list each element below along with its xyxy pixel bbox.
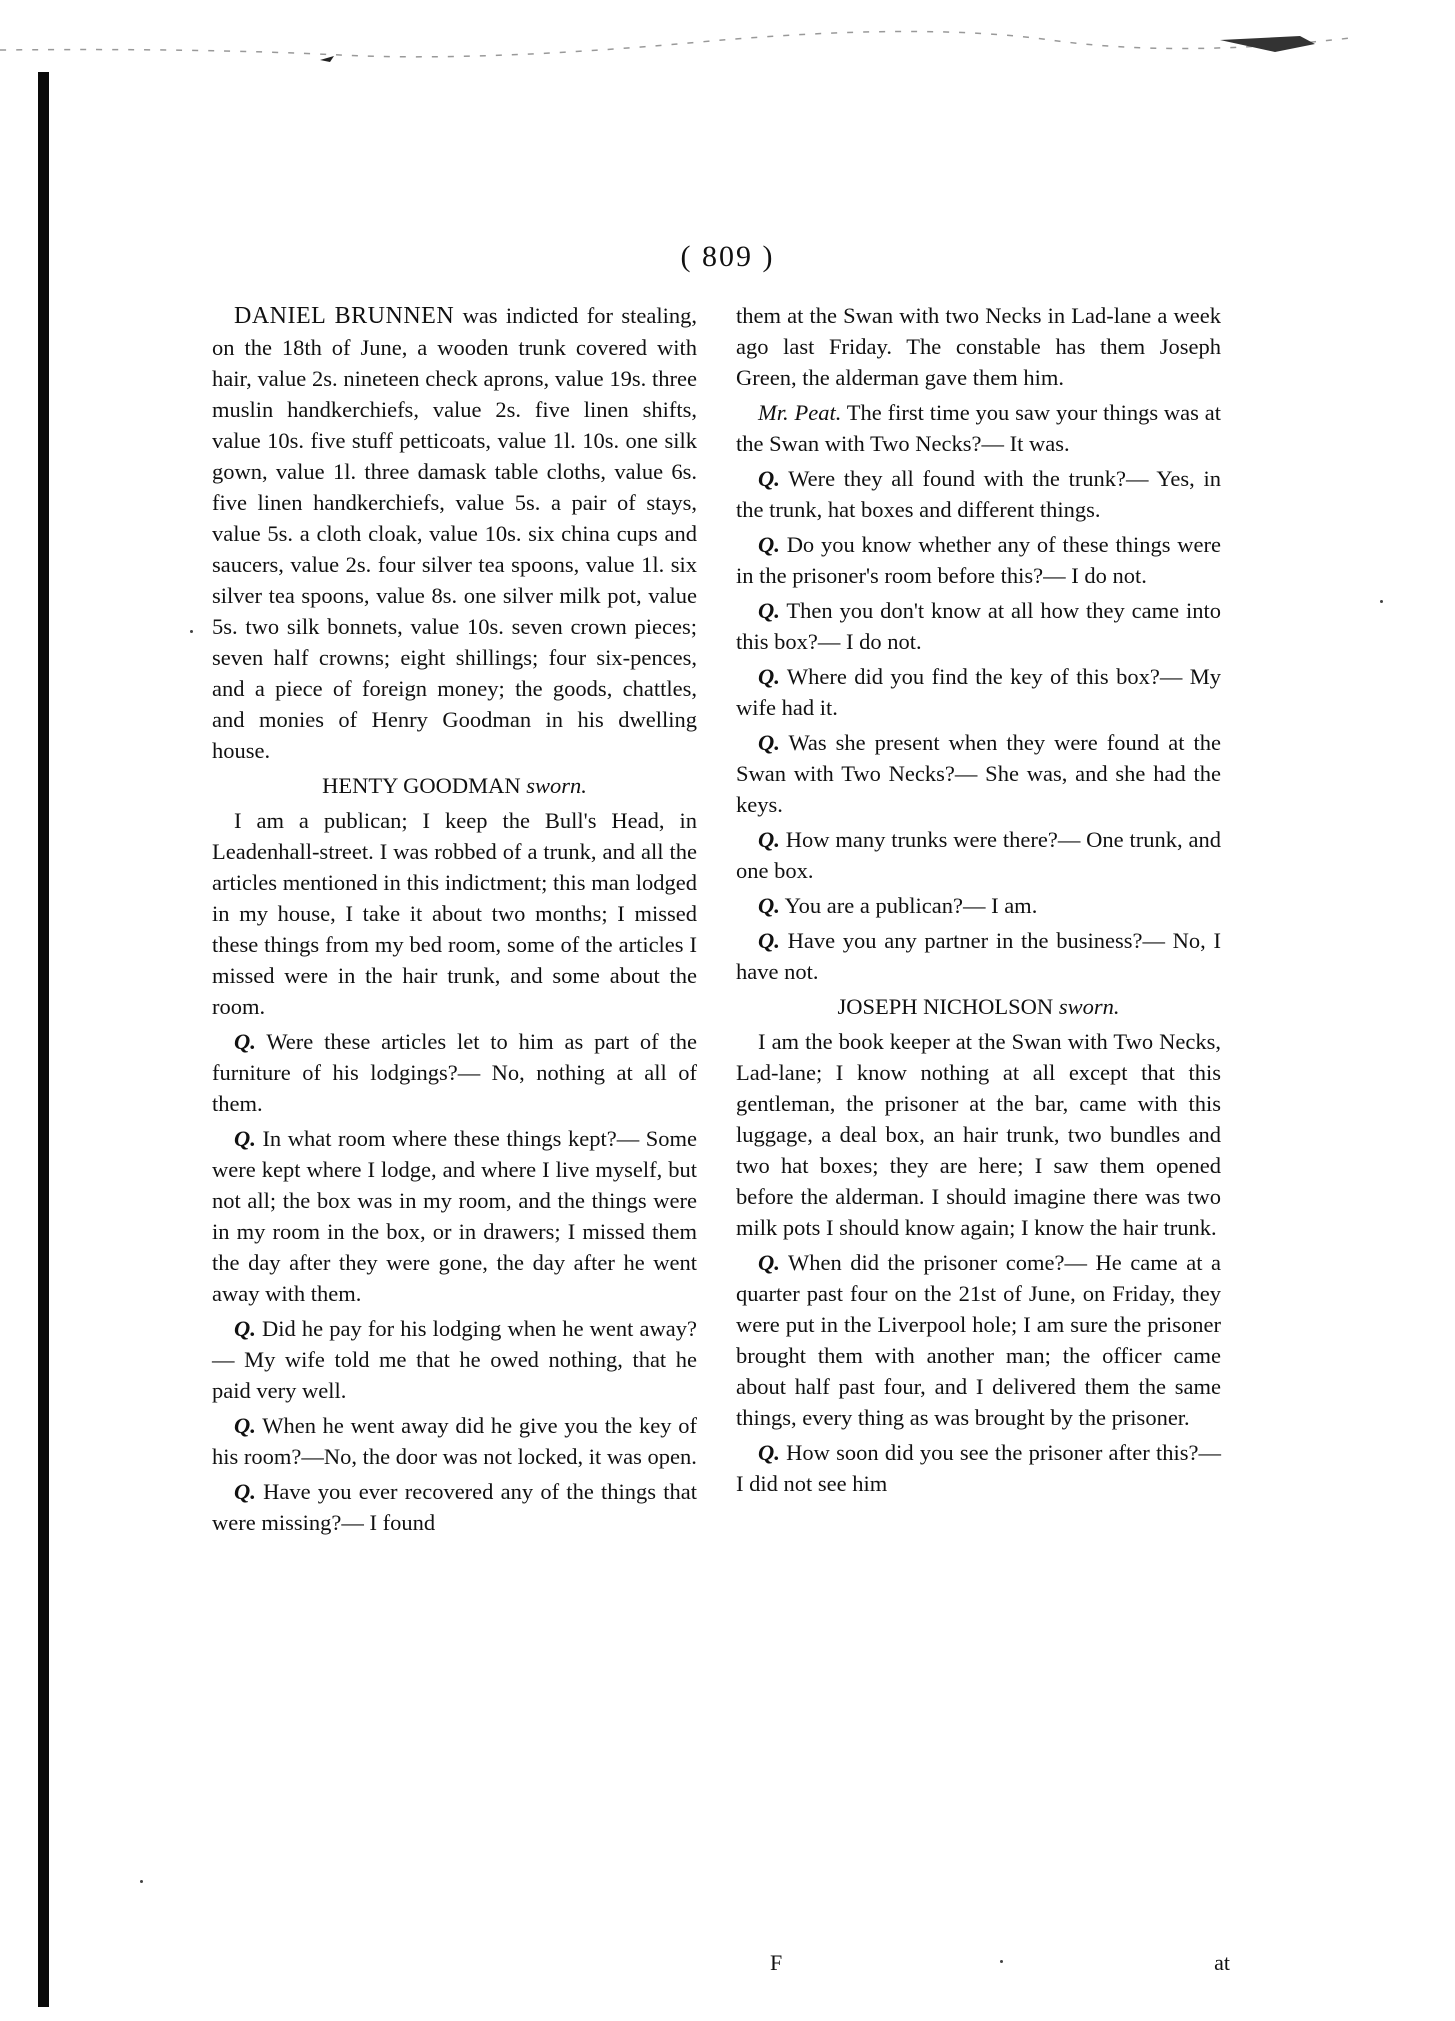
question-paragraph	[212, 1026, 697, 1119]
question-paragraph	[212, 1123, 697, 1309]
catchword: at	[1214, 1950, 1230, 1975]
question-mark-q: Q.	[234, 1029, 256, 1054]
question-paragraph	[736, 529, 1221, 591]
question-mark-q: Q.	[234, 1316, 256, 1341]
ink-speck	[140, 1880, 143, 1883]
question-paragraph	[736, 727, 1221, 820]
question-paragraph	[212, 1313, 697, 1406]
question-paragraph	[736, 824, 1221, 886]
question-mark-q: Q.	[758, 532, 780, 557]
paragraph-text: How soon did you see the prisoner after this?— I did not see him	[736, 1440, 1222, 1496]
continued-paragraph	[736, 300, 1221, 393]
question-paragraph	[736, 890, 1221, 921]
paragraph-text: The first time you saw your things was at the Swan with Two Necks?— It was.	[736, 400, 1221, 456]
question-paragraph	[212, 1410, 697, 1472]
paragraph-text: was indicted for stealing, on the 18th of June, a wooden trunk covered with hair, value 2s. nineteen check aprons, value 19s. three muslin handkerchiefs, value 2s. five linen shifts, value 10s. five stuff petticoats, value 1l. 10s. one silk gown, value 1l. three damask table cloths, value 6s. five linen handkerchiefs, value 5s. a pair of stays, value 5s. a cloth cloak, value 10s. six china cups and saucers, value 2s. four silver tea spoons, value 1l. six silver tea spoons, value 8s. one silver milk pot, value 5s. two silk bonnets, value 10s. seven crown pieces; seven half crowns; eight shillings; four six-pences, and a piece of foreign money; the goods, chattles, and monies of Henry Goodman in his dwelling house.	[212, 303, 698, 763]
right-column	[736, 300, 1221, 1503]
witness-name: HENTY GOODMAN	[322, 773, 521, 798]
defendant-name: DANIEL BRUNNEN	[234, 303, 455, 329]
question-mark-q: Q.	[234, 1126, 256, 1151]
question-paragraph	[736, 925, 1221, 987]
witness-name: JOSEPH NICHOLSON	[837, 994, 1054, 1019]
paragraph-text: In what room where these things kept?— Some were kept where I lodge, and where I live myself, but not all; the box was in my room, and the things were in my room in the box, or in drawers; I missed them the day after they were gone, the day after he went away with them.	[212, 1126, 697, 1306]
binding-edge	[38, 72, 49, 2007]
question-mark-q: Q.	[758, 1250, 780, 1275]
ink-speck	[190, 630, 193, 633]
counsel-paragraph	[736, 397, 1221, 459]
left-column	[212, 300, 697, 1542]
paragraph-text: Have you any partner in the business?— No, I have not.	[736, 928, 1221, 984]
ink-speck	[1380, 600, 1383, 603]
question-mark-q: Q.	[758, 730, 780, 755]
paragraph-text: How many trunks were there?— One trunk, and one box.	[736, 827, 1221, 883]
top-edge-noise	[0, 30, 1455, 80]
question-paragraph	[736, 595, 1221, 657]
paragraph-text: Were they all found with the trunk?— Yes, in the trunk, hat boxes and different things.	[736, 466, 1222, 522]
paragraph-text: Then you don't know at all how they came into this box?— I do not.	[736, 598, 1222, 654]
paragraph-text: You are a publican?— I am.	[784, 893, 1038, 918]
testimony-paragraph	[212, 805, 697, 1022]
question-mark-q: Q.	[758, 1440, 780, 1465]
paragraph-text: I am the book keeper at the Swan with Two Necks, Lad-lane; I know nothing at all except that this gentleman, the prisoner at the bar, came with this luggage, a deal box, an hair trunk, two bundles and two hat boxes; they are here; I saw them opened before the alderman. I should imagine there was two milk pots I should know again; I know the hair trunk.	[736, 1029, 1221, 1240]
paragraph-text: Do you know whether any of these things were in the prisoner's room before this?— I do not.	[736, 532, 1222, 588]
question-paragraph	[736, 661, 1221, 723]
question-mark-q: Q.	[758, 664, 780, 689]
sworn-label: sworn.	[526, 773, 587, 798]
paragraph-text: When he went away did he give you the key of his room?—No, the door was not locked, it was open.	[212, 1413, 697, 1469]
sworn-label: sworn.	[1058, 994, 1120, 1019]
question-mark-q: Q.	[758, 893, 780, 918]
ink-speck	[1000, 1960, 1003, 1963]
witness-heading	[736, 991, 1221, 1022]
speaker-name: Mr. Peat.	[758, 400, 842, 425]
page-number: ( 809 )	[680, 240, 775, 273]
paragraph-text: them at the Swan with two Necks in Lad-lane a week ago last Friday. The constable has them Joseph Green, the alderman gave them him.	[736, 303, 1221, 390]
question-paragraph	[736, 1437, 1221, 1499]
paragraph-text: When did the prisoner come?— He came at a quarter past four on the 21st of June, on Friday, they were put in the Liverpool hole; I am sure the prisoner brought them with another man; the officer came about half past four, and I delivered them the same things, every thing as was brought by the prisoner.	[736, 1250, 1222, 1430]
paragraph-text: Was she present when they were found at the Swan with Two Necks?— She was, and she had the keys.	[736, 730, 1221, 817]
question-paragraph	[736, 463, 1221, 525]
question-mark-q: Q.	[758, 928, 780, 953]
indictment-paragraph	[212, 300, 697, 766]
question-paragraph	[212, 1476, 697, 1538]
paragraph-text: Have you ever recovered any of the things that were missing?— I found	[212, 1479, 697, 1535]
question-mark-q: Q.	[234, 1479, 256, 1504]
question-mark-q: Q.	[234, 1413, 256, 1438]
question-paragraph	[736, 1247, 1221, 1433]
paragraph-text: Where did you find the key of this box?— My wife had it.	[736, 664, 1222, 720]
paragraph-text: I am a publican; I keep the Bull's Head, in Leadenhall-street. I was robbed of a trunk, and all the articles mentioned in this indictment; this man lodged in my house, I take it about two months; I missed these things from my bed room, some of the articles I missed were in the hair trunk, and some about the room.	[212, 808, 697, 1019]
paragraph-text: Did he pay for his lodging when he went away?— My wife told me that he owed nothing, that he paid very well.	[212, 1316, 697, 1403]
question-mark-q: Q.	[758, 598, 780, 623]
paragraph-text: Were these articles let to him as part of the furniture of his lodgings?— No, nothing at all of them.	[212, 1029, 698, 1116]
witness-heading	[212, 770, 697, 801]
question-mark-q: Q.	[758, 827, 780, 852]
question-mark-q: Q.	[758, 466, 780, 491]
testimony-paragraph	[736, 1026, 1221, 1243]
signature-mark: F	[770, 1950, 783, 1975]
